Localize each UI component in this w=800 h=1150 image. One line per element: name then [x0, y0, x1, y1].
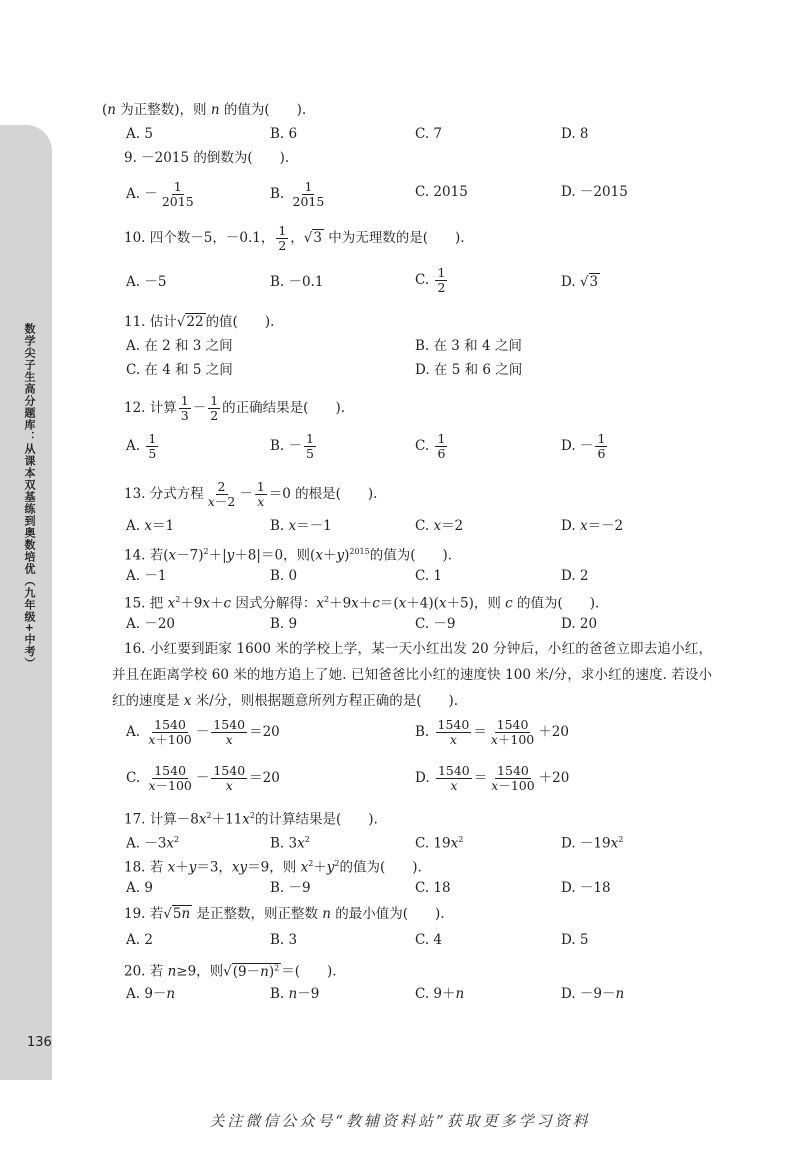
q10-option-a: A. －5 — [126, 274, 167, 290]
q8-option-c: C. 7 — [415, 126, 443, 142]
q14-option-c: C. 1 — [415, 568, 443, 584]
q8-option-a: A. 5 — [126, 126, 153, 142]
q18-option-b: B. －9 — [270, 880, 311, 896]
q9-option-c: C. 2015 — [415, 184, 468, 200]
q8-option-d: D. 8 — [561, 126, 589, 142]
q14-option-a: A. －1 — [126, 568, 167, 584]
q13-option-c: C. x＝2 — [415, 518, 464, 534]
q10-stem: 10. 四个数－5，－0.1， $\frac{1}{2}$ ，√3 中为无理数的是( ). — [124, 223, 465, 253]
q16-option-b: B. $\frac{1540}{x}$ ＝ $\frac{1540}{x+100}$ ＋20 — [415, 717, 569, 747]
q8-option-b: B. 6 — [270, 126, 298, 142]
q18-option-c: C. 18 — [415, 880, 451, 896]
q20-option-c: C. 9＋n — [415, 986, 465, 1002]
footer-watermark: 关注微信公众号“教辅资料站”获取更多学习资料 — [209, 1112, 591, 1130]
q15-option-d: D. 20 — [561, 616, 598, 632]
q16-stem: 16. 小红要到距家 1600 米的学校上学，某一天小红出发 20 分钟后，小红的爸爸立即去追小红，并且在距离学校 60 米的地方追上了她. 已知爸爸比小红的速度快 100 米/分，求小红的速度. 若设小红的速度是 x 米/分，则根据题意所列方程正确的是( ). — [112, 641, 712, 709]
q11-option-d: D. 在 5 和 6 之间 — [415, 362, 523, 378]
q17-option-d: D. $-19x^2$ — [561, 835, 624, 852]
q13-option-d: D. x＝－2 — [561, 518, 624, 534]
q11-option-c: C. 在 4 和 5 之间 — [126, 362, 233, 378]
q20-option-b: B. n－9 — [270, 986, 320, 1002]
q9-option-a: A. － $\frac{1}{2015}$ — [126, 179, 194, 209]
q15-option-b: B. 9 — [270, 616, 298, 632]
q17-option-c: C. $19x^2$ — [415, 835, 464, 852]
q18-option-a: A. 9 — [126, 880, 153, 896]
q20-stem: 20. 若 n≥9，则$√(9-n)^2$ ＝( ). — [124, 963, 337, 980]
q19-option-d: D. 5 — [561, 932, 589, 948]
q10-option-c: C. $\frac{1}{2}$ — [415, 265, 446, 295]
q14-option-b: B. 0 — [270, 568, 298, 584]
q15-stem: 15. 把 $x^2+9x+c$ 因式分解得：$x^2+9x+c=(x+4)(x+5)$，则 c 的值为( ). — [124, 595, 600, 612]
q8-stem: (n 为正整数)，则 n 的值为( ). — [102, 102, 307, 118]
q16-option-c: C. $\frac{1540}{x-100}$ － $\frac{1540}{x}$ ＝20 — [126, 763, 280, 793]
q10-option-d: D. √3 — [561, 274, 599, 290]
q13-option-b: B. x＝－1 — [270, 518, 332, 534]
q15-option-a: A. －20 — [126, 616, 176, 632]
q19-option-b: B. 3 — [270, 932, 298, 948]
q9-option-d: D. －2015 — [561, 184, 628, 200]
book-title: 数学尖子生高分题库：从课本双基练到奥数培优（九年级+中考） — [23, 323, 36, 670]
q11-option-b: B. 在 3 和 4 之间 — [415, 338, 522, 354]
q16-option-a: A. $\frac{1540}{x+100}$ － $\frac{1540}{x}$ ＝20 — [126, 717, 280, 747]
q13-option-a: A. x＝1 — [126, 518, 175, 534]
q20-option-a: A. 9－n — [126, 986, 176, 1002]
page-number: 136 — [27, 1035, 52, 1050]
q12-stem: 12. 计算 $\frac{1}{3}$ － $\frac{1}{2}$ 的正确结果是( ). — [124, 393, 345, 423]
q19-option-a: A. 2 — [126, 932, 153, 948]
q19-option-c: C. 4 — [415, 932, 443, 948]
sidebar-tab — [0, 125, 52, 1080]
q13-stem: 13. 分式方程 $\frac{2}{x-2}$ － $\frac{1}{x}$ ＝0 的根是( ). — [124, 479, 378, 509]
q16-option-d: D. $\frac{1540}{x}$ ＝ $\frac{1540}{x-100}$ ＋20 — [415, 763, 570, 793]
q12-option-b: B. － $\frac{1}{5}$ — [270, 431, 314, 461]
q11-option-a: A. 在 2 和 3 之间 — [126, 338, 233, 354]
q19-stem: 19. 若√5n 是正整数，则正整数 n 的最小值为( ). — [124, 906, 445, 922]
q12-option-a: A. $\frac{1}{5}$ — [126, 431, 157, 461]
q18-stem: 18. 若 x＋y＝3，xy＝9，则 $x^2+y^2$的值为( ). — [124, 859, 422, 876]
q17-stem: 17. 计算$-8x^2+11x^2$的计算结果是( ). — [124, 811, 378, 828]
q17-option-a: A. $-3x^2$ — [126, 835, 180, 852]
q14-option-d: D. 2 — [561, 568, 589, 584]
q9-option-b: B. $\frac{1}{2015}$ — [270, 179, 325, 209]
q18-option-d: D. －18 — [561, 880, 611, 896]
q9-stem: 9. －2015 的倒数为( ). — [124, 150, 290, 166]
q14-stem: 14. 若$(x-7)^2+|y+8|=0$，则$(x+y)^{2015}$的值为( ). — [124, 547, 453, 564]
q10-option-b: B. －0.1 — [270, 274, 324, 290]
q17-option-b: B. $3x^2$ — [270, 835, 310, 852]
q11-stem: 11. 估计√22 的值( ). — [124, 314, 275, 330]
q12-option-d: D. － $\frac{1}{6}$ — [561, 431, 606, 461]
q20-option-d: D. －9－n — [561, 986, 625, 1002]
q12-option-c: C. $\frac{1}{6}$ — [415, 431, 446, 461]
q15-option-c: C. －9 — [415, 616, 456, 632]
